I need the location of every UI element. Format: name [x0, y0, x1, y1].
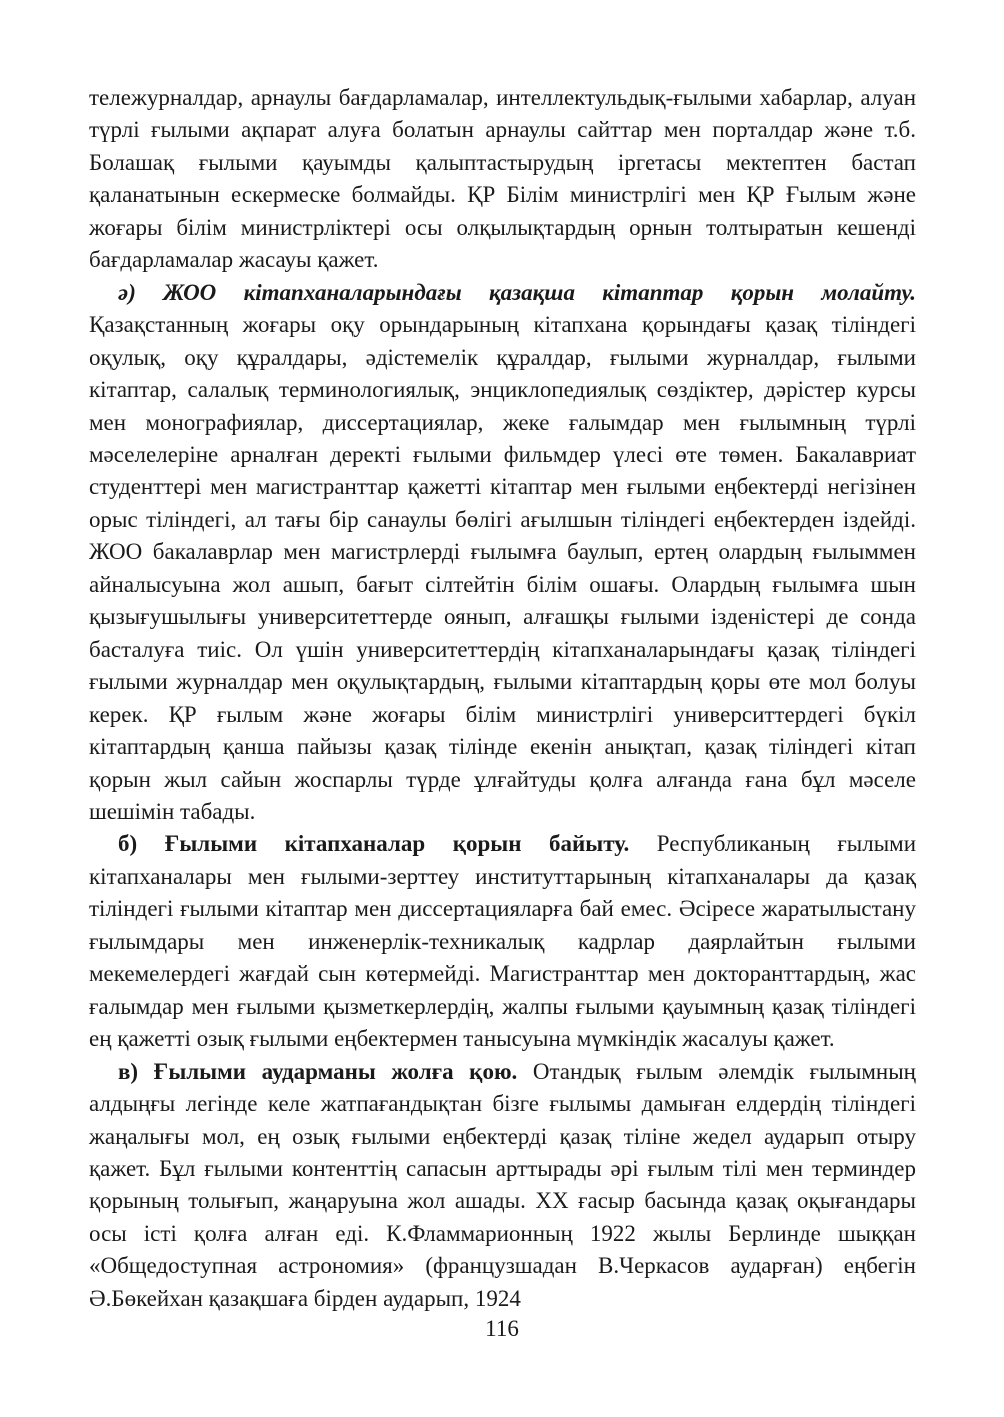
paragraph-text: тележурналдар, арнаулы бағдарламалар, интеллектульдық-ғылыми хабарлар, алуан түрлі ғылыми ақпарат алуға болатын арнаулы сайттар мен порталдар және т.б. Болашақ ғылыми қауымды қалыптастырудың іргетасы мектептен бастап қаланатынын ескермеске болмайды. ҚР Білім министрлігі мен ҚР Ғылым және жоғары білім министрліктері осы олқылықтардың орнын толтыратын кешенді бағдарламалар жасауы қажет. [89, 85, 916, 273]
paragraph-text: Отандық ғылым әлемдік ғылымның алдыңғы легінде келе жатпағандықтан бізге ғылымы дамыған елдердің тіліндегі жаңалығы мол, ең озық ғылыми еңбектерді қазақ тіліне жедел аударып отыру қажет. Бұл ғылыми контенттің сапасын арттырады әрі ғылым тілі мен терминдер қорының толығып, жаңаруына жол ашады. ХХ ғасыр басында қазақ оқығандары осы істі қолға алған еді. К.Фламмарионның 1922 жылы Берлинде шыққан «Общедоступная астрономия» (французшадан В.Черкасов аударған) еңбегін Ә.Бөкейхан қазақшаға бірден аударып, 1924 [89, 1058, 916, 1311]
paragraph-section-a [89, 277, 916, 829]
paragraph-text: Республиканың ғылыми кітапханалары мен ғылыми-зерттеу институттарының кітапханалары да қазақ тіліндегі ғылыми кітаптар мен диссертацияларға бай емес. Әсіресе жаратылыстану ғылымдары мен инженерлік-техникалық кадрлар даярлайтын ғылыми мекемелердегі жағдай сын көтермейді. Магистранттар мен докторанттардың, жас ғалымдар мен ғылыми қызметкерлердің, жалпы ғылыми қауымның қазақ тіліндегі ең қажетті озық ғылыми еңбектермен танысуына мүмкіндік жасалуы қажет. [89, 831, 917, 1052]
section-heading: в) Ғылыми аударманы жолға қою. [118, 1058, 518, 1084]
document-page [89, 82, 916, 1315]
page-number: 116 [485, 1316, 519, 1341]
paragraph-section-b [89, 828, 916, 1055]
paragraph-continued [89, 82, 916, 277]
paragraph-section-v [89, 1056, 916, 1316]
paragraph-text: Қазақстанның жоғары оқу орындарының кітапхана қорындағы қазақ тіліндегі оқулық, оқу құралдары, әдістемелік құралдар, ғылыми журналдар, ғылыми кітаптар, салалық терминологиялық, энциклопедиялық сөздіктер, дәрістер курсы мен монографиялар, диссертациялар, жеке ғалымдар мен ғылымның түрлі мәселелеріне арналған деректі ғылыми фильмдер үлесі өте төмен. Бакалавриат студенттері мен магистранттар қажетті кітаптар мен ғылыми еңбектерді негізінен орыс тіліндегі, ал тағы бір санаулы бөлігі ағылшын тіліндегі еңбектерден іздейді. ЖОО бакалаврлар мен магистрлерді ғылымға баулып, ертең олардың ғылыммен айналысуына жол ашып, бағыт сілтейтін білім ошағы. Олардың ғылымға шын қызығушылығы университеттерде оянып, алғашқы ғылыми ізденістері де сонда басталуға тиіс. Ол үшін университеттердің кітапханаларындағы қазақ тіліндегі ғылыми журналдар мен оқулықтардың, ғылыми кітаптардың қоры өте мол болуы керек. ҚР ғылым және жоғары білім министрлігі университтердегі бүкіл кітаптардың қанша пайызы қазақ тілінде екенін анықтап, қазақ тіліндегі кітап қорын жыл сайын жоспарлы түрде ұлғайтуды қолға алғанда ғана бұл мәселе шешімін табады. [89, 312, 916, 824]
section-heading: ә) ЖОО кітапханаларындағы қазақша кітаптар қорын молайту. [118, 279, 916, 305]
section-heading: б) Ғылыми кітапханалар қорын байыту. [118, 831, 630, 857]
